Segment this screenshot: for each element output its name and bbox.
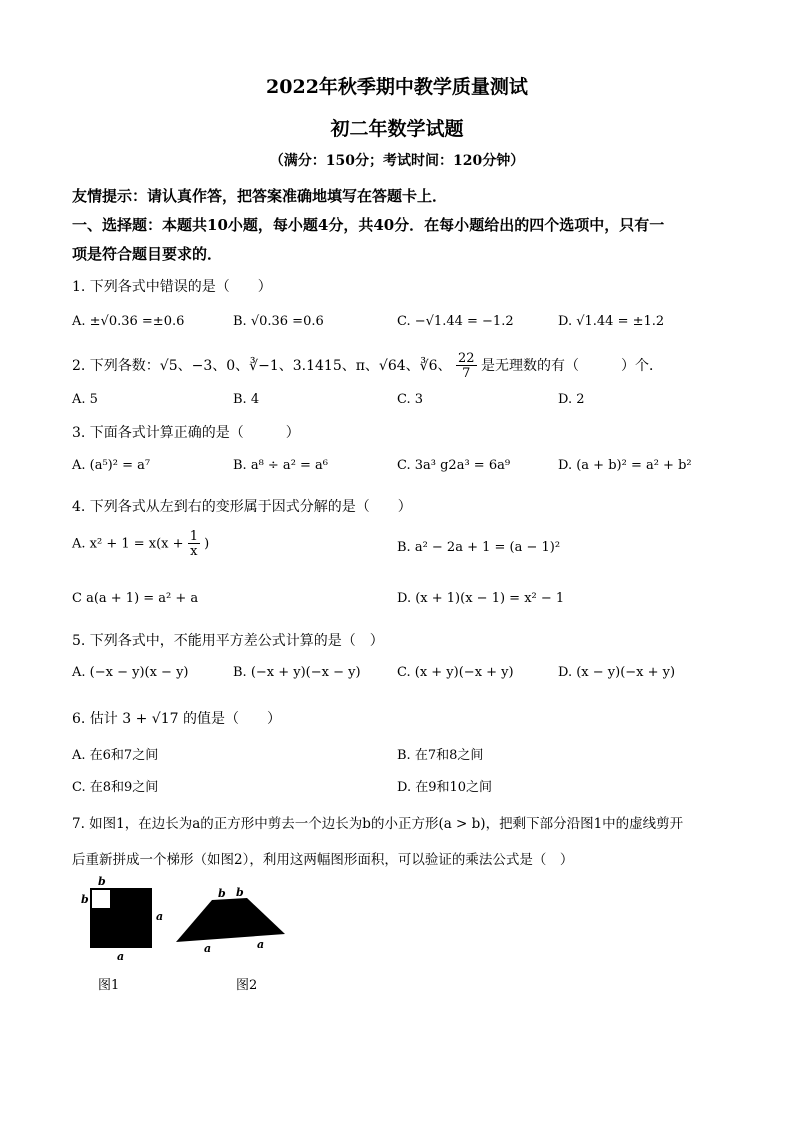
q6-option-c: C. 在8和9之间 — [72, 780, 159, 795]
figure-1-label-b-left: b — [81, 893, 89, 906]
q5-stem: 5. 下列各式中，不能用平方差公式计算的是（ ） — [72, 633, 384, 649]
q4-option-a-numerator: 1 — [189, 529, 198, 544]
q1-option-a: A. ±√0.36 =±0.6 — [72, 314, 185, 329]
q1-option-b: B. √0.36 =0.6 — [233, 314, 324, 329]
figure-2-label-b-right: b — [236, 886, 244, 899]
q7-stem-line2: 后重新拼成一个梯形（如图2），利用这两幅图形面积，可以验证的乘法公式是（ ） — [72, 852, 574, 868]
q1-stem: 1. 下列各式中错误的是（ ） — [72, 279, 272, 295]
q5-option-a: A. (−x − y)(x − y) — [72, 665, 189, 680]
q4-option-a-part1: A. x² + 1 = x(x + — [72, 536, 184, 552]
q4-option-a — [72, 530, 209, 558]
figure-1-square-diagram — [72, 872, 172, 962]
q3-option-a: A. (a⁵)² = a⁷ — [72, 458, 151, 473]
exam-info: （满分：150分；考试时间：120分钟） — [269, 153, 525, 169]
q4-option-c: C a(a + 1) = a² + a — [72, 591, 199, 606]
q3-option-d: D. (a + b)² = a² + b² — [558, 458, 692, 473]
q4-option-d: D. (x + 1)(x − 1) = x² − 1 — [397, 591, 565, 606]
q2-stem-part2: 是无理数的有（ ）个． — [480, 358, 663, 374]
q5-option-c: C. (x + y)(−x + y) — [397, 665, 514, 680]
figure-1-label-a-right: a — [156, 910, 164, 923]
q6-stem: 6. 估计 3 + √17 的值是（ ） — [72, 711, 281, 727]
q4-option-a-fraction — [188, 530, 200, 558]
q2-fraction-numerator: 22 — [457, 351, 475, 366]
q6-option-d: D. 在9和10之间 — [397, 780, 493, 795]
exam-subtitle: 初二年数学试题 — [330, 118, 464, 140]
q2-option-d: D. 2 — [558, 392, 585, 407]
figure-1-caption: 图1 — [98, 978, 120, 993]
friendly-tip: 友情提示：请认真作答，把答案准确地填写在答题卡上． — [72, 187, 448, 205]
q6-option-a: A. 在6和7之间 — [72, 748, 159, 763]
q1-option-d: D. √1.44 = ±1.2 — [558, 314, 665, 329]
figure-2-label-a-left: a — [204, 942, 212, 954]
figure-2-trapezoid — [176, 898, 285, 942]
q3-option-b: B. a⁸ ÷ a² = a⁶ — [233, 458, 329, 473]
section-heading-line2: 项是符合题目要求的． — [72, 245, 223, 263]
figure-1-label-a-bottom: a — [117, 950, 125, 962]
q2-fraction-denominator: 7 — [462, 366, 471, 381]
q2-fraction — [456, 352, 477, 380]
figure-2-label-a-right: a — [257, 938, 265, 951]
q2-stem — [72, 352, 663, 380]
q2-option-c: C. 3 — [397, 392, 424, 407]
q5-option-d: D. (x − y)(−x + y) — [558, 665, 676, 680]
figure-2-trapezoid-diagram — [170, 882, 290, 954]
figure-2-label-b-left: b — [218, 887, 226, 900]
q4-option-b: B. a² − 2a + 1 = (a − 1)² — [397, 540, 561, 555]
exam-title: 2022年秋季期中教学质量测试 — [266, 76, 528, 98]
q2-option-a: A. 5 — [72, 392, 98, 407]
figure-1-label-b-top: b — [98, 875, 106, 888]
q6-option-b: B. 在7和8之间 — [397, 748, 484, 763]
q2-option-b: B. 4 — [233, 392, 260, 407]
q1-option-c: C. −√1.44 = −1.2 — [397, 314, 514, 329]
q4-option-a-denominator: x — [190, 544, 198, 559]
figure-2-caption: 图2 — [236, 978, 258, 993]
section-heading-line1: 一、选择题：本题共10小题，每小题4分，共40分．在每小题给出的四个选项中，只有一 — [72, 216, 665, 234]
q3-option-c: C. 3a³ g2a³ = 6a⁹ — [397, 458, 511, 473]
q4-option-a-part2: ) — [204, 536, 210, 552]
q7-stem-line1: 7. 如图1，在边长为a的正方形中剪去一个边长为b的小正方形(a > b)，把剩下部分沿图1中的虚线剪开 — [72, 816, 684, 832]
q2-stem-part1: 2. 下列各数：√5、−3、0、∛−1、3.1415、π、√64、∛6、 — [72, 358, 452, 374]
q5-option-b: B. (−x + y)(−x − y) — [233, 665, 361, 680]
figure-1-small-square — [92, 890, 110, 908]
q3-stem: 3. 下面各式计算正确的是（ ） — [72, 425, 300, 441]
q4-stem: 4. 下列各式从左到右的变形属于因式分解的是（ ） — [72, 499, 412, 515]
